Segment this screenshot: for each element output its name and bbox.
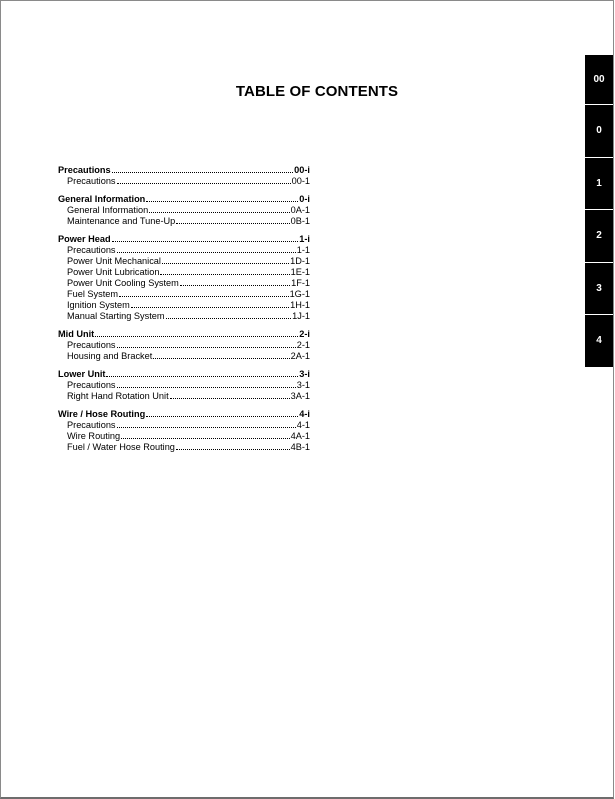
toc-entry[interactable] (58, 216, 310, 227)
toc-entry-label: Precautions (67, 380, 116, 390)
toc-entry-label: Power Unit Lubrication (67, 267, 160, 277)
toc-entry-page-number: 4-1 (296, 420, 310, 430)
dot-leader (160, 273, 289, 275)
toc-entry-label: Precautions (67, 420, 116, 430)
toc-entry[interactable] (58, 176, 310, 187)
toc-section-heading-page-number: 4-i (299, 409, 310, 419)
toc-entry-page-number: 4A-1 (290, 431, 310, 441)
toc-entry[interactable] (58, 245, 310, 256)
toc-section (58, 234, 310, 322)
toc-entry[interactable] (58, 311, 310, 322)
toc-section (58, 165, 310, 187)
toc-section (58, 194, 310, 227)
toc-entry-page-number: 4B-1 (290, 442, 310, 452)
toc-section-heading-label: Mid Unit (58, 329, 95, 339)
dot-leader (131, 306, 289, 308)
section-tab[interactable]: 4 (585, 315, 613, 368)
toc-entry-page-number: 0B-1 (290, 216, 310, 226)
dot-leader (106, 375, 298, 377)
dot-leader (117, 251, 296, 253)
toc-entry-page-number: 3-1 (296, 380, 310, 390)
toc-entry-page-number: 1H-1 (290, 300, 310, 310)
dot-leader (117, 182, 291, 184)
toc-entry-page-number: 1F-1 (291, 278, 310, 288)
dot-leader (166, 317, 292, 319)
toc-section-heading-page-number: 00-i (294, 165, 310, 175)
page-title: TABLE OF CONTENTS (235, 83, 399, 100)
toc-entry-page-number: 3A-1 (290, 391, 310, 401)
table-of-contents (58, 165, 310, 460)
toc-entry[interactable] (58, 205, 310, 216)
toc-entry[interactable] (58, 442, 310, 453)
toc-section-heading-label: Precautions (58, 165, 111, 175)
toc-entry-page-number: 1G-1 (289, 289, 310, 299)
toc-entry-page-number: 1J-1 (292, 311, 310, 321)
toc-entry-label: Power Unit Cooling System (67, 278, 179, 288)
toc-entry[interactable] (58, 340, 310, 351)
toc-entry-label: Right Hand Rotation Unit (67, 391, 169, 401)
toc-entry[interactable] (58, 267, 310, 278)
dot-leader (176, 222, 289, 224)
toc-entry-label: Power Unit Mechanical (67, 256, 161, 266)
toc-entry[interactable] (58, 300, 310, 311)
toc-entry[interactable] (58, 289, 310, 300)
section-tab[interactable]: 3 (585, 263, 613, 316)
toc-entry-label: General Information (67, 205, 149, 215)
toc-section (58, 369, 310, 402)
toc-entry-page-number: 2-1 (296, 340, 310, 350)
dot-leader (180, 284, 290, 286)
dot-leader (162, 262, 289, 264)
dot-leader (149, 211, 289, 213)
dot-leader (146, 415, 298, 417)
toc-entry-label: Maintenance and Tune-Up (67, 216, 176, 226)
toc-section (58, 329, 310, 362)
toc-section-heading-page-number: 3-i (299, 369, 310, 379)
dot-leader (117, 426, 296, 428)
section-tabs (585, 55, 613, 368)
toc-section-heading[interactable] (58, 234, 310, 245)
toc-section-heading-page-number: 1-i (299, 234, 310, 244)
toc-entry[interactable] (58, 431, 310, 442)
toc-entry[interactable] (58, 351, 310, 362)
dot-leader (146, 200, 298, 202)
toc-entry-page-number: 1D-1 (290, 256, 310, 266)
toc-section-heading[interactable] (58, 329, 310, 340)
dot-leader (170, 397, 290, 399)
toc-entry-page-number: 1-1 (296, 245, 310, 255)
section-tab[interactable]: 0 (585, 105, 613, 158)
toc-section-heading-page-number: 0-i (299, 194, 310, 204)
toc-entry-label: Housing and Bracket (67, 351, 153, 361)
toc-section-heading[interactable] (58, 369, 310, 380)
toc-entry-label: Fuel System (67, 289, 119, 299)
dot-leader (95, 335, 298, 337)
toc-section-heading-label: Power Head (58, 234, 111, 244)
toc-entry-page-number: 2A-1 (290, 351, 310, 361)
toc-entry[interactable] (58, 391, 310, 402)
toc-section-heading[interactable] (58, 194, 310, 205)
dot-leader (176, 448, 290, 450)
toc-section-heading[interactable] (58, 165, 310, 176)
section-tab[interactable]: 2 (585, 210, 613, 263)
toc-entry-label: Precautions (67, 176, 116, 186)
toc-section-heading-page-number: 2-i (299, 329, 310, 339)
toc-entry-label: Wire Routing (67, 431, 121, 441)
toc-entry[interactable] (58, 380, 310, 391)
toc-entry[interactable] (58, 420, 310, 431)
toc-entry-label: Precautions (67, 340, 116, 350)
dot-leader (117, 346, 296, 348)
toc-entry-label: Manual Starting System (67, 311, 165, 321)
section-tab[interactable]: 00 (585, 55, 613, 105)
toc-section-heading-label: Lower Unit (58, 369, 106, 379)
section-tab[interactable]: 1 (585, 158, 613, 211)
dot-leader (153, 357, 289, 359)
toc-entry-label: Fuel / Water Hose Routing (67, 442, 175, 452)
dot-leader (121, 437, 289, 439)
dot-leader (119, 295, 289, 297)
toc-entry-page-number: 00-1 (291, 176, 310, 186)
toc-entry-label: Precautions (67, 245, 116, 255)
toc-entry[interactable] (58, 278, 310, 289)
toc-entry-label: Ignition System (67, 300, 130, 310)
toc-entry-page-number: 0A-1 (290, 205, 310, 215)
dot-leader (112, 171, 294, 173)
toc-section (58, 409, 310, 453)
toc-entry-page-number: 1E-1 (290, 267, 310, 277)
toc-section-heading-label: General Information (58, 194, 146, 204)
toc-entry[interactable] (58, 256, 310, 267)
dot-leader (112, 240, 299, 242)
toc-section-heading-label: Wire / Hose Routing (58, 409, 146, 419)
toc-section-heading[interactable] (58, 409, 310, 420)
dot-leader (117, 386, 296, 388)
